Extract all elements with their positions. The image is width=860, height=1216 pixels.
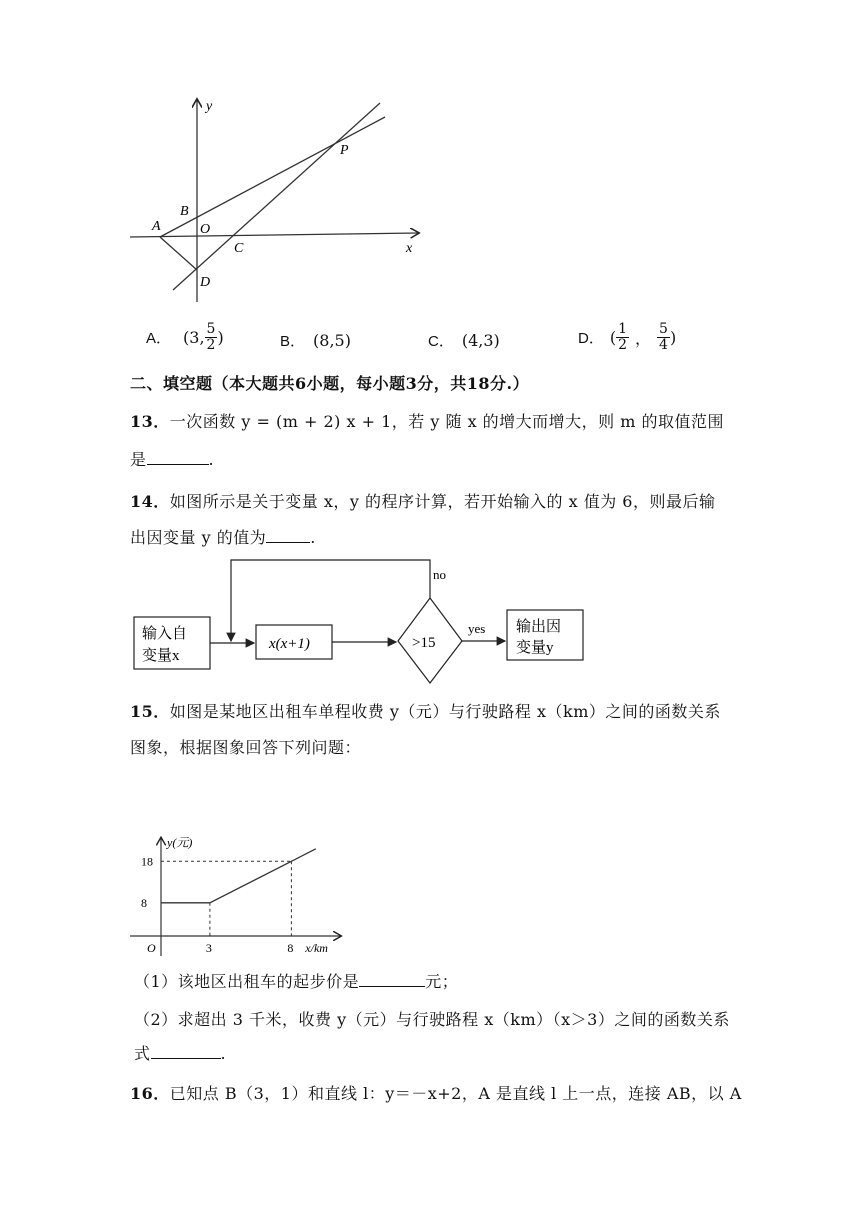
question-14-line1: 14．如图所示是关于变量 x，y 的程序计算，若开始输入的 x 值为 6，则最后输 <box>130 492 716 511</box>
question-16-line1: 16．已知点 B（3，1）和直线 l：y＝－x+2，A 是直线 l 上一点，连接 AB，以 A <box>130 1084 742 1103</box>
question-15-sub2-line1: （2）求超出 3 千米，收费 y（元）与行驶路程 x（km）（x＞3）之间的函数关系 <box>134 1010 730 1029</box>
figure-coordinate-lines <box>120 90 430 310</box>
question-number: 13． <box>130 412 170 431</box>
label-A: A <box>152 219 161 234</box>
y-axis-label: y(元) <box>167 835 193 850</box>
question-13-line1: 13．一次函数 y = (m + 2) x + 1，若 y 随 x 的增大而增大，则 m 的取值范围 <box>130 412 725 431</box>
answer-blank[interactable] <box>147 464 209 465</box>
label-y: y <box>206 99 213 114</box>
answer-blank[interactable] <box>359 986 425 987</box>
segment-AD <box>160 237 197 270</box>
question-15-sub2-line2: 式 . <box>134 1044 227 1063</box>
fraction-5-4: $\frac{5}{4}$ <box>659 321 668 353</box>
question-14-line2: 出因变量 y 的值为 . <box>130 528 316 547</box>
fare-line <box>161 849 316 903</box>
question-number: 16． <box>130 1084 170 1103</box>
question-15-line1: 15．如图是某地区出租车单程收费 y（元）与行驶路程 x（km）之间的函数关系 <box>130 702 721 721</box>
answer-blank[interactable] <box>151 1058 221 1059</box>
label-C: C <box>234 241 244 256</box>
x-axis-label: x/km <box>305 941 328 955</box>
question-15-line2: 图象，根据图象回答下列问题： <box>130 738 362 757</box>
option-b: B． (8,5) <box>280 331 351 350</box>
x-tick-label-0: 3 <box>205 941 212 955</box>
line-DP <box>173 103 380 290</box>
question-number: 15． <box>130 702 170 721</box>
y-tick-label-1: 18 <box>141 854 153 869</box>
output-text-1: 输出因 <box>516 619 562 635</box>
label-P: P <box>340 143 349 158</box>
line-AP <box>160 117 385 237</box>
label-x: x <box>406 241 413 256</box>
label-D: D <box>200 275 211 290</box>
fraction-1-2: $\frac{1}{2}$ <box>618 321 628 353</box>
label-O: O <box>200 222 211 237</box>
x-axis <box>130 233 418 237</box>
question-15-sub1: （1）该地区出租车的起步价是 元； <box>134 972 459 991</box>
option-c: C． (4,3) <box>428 331 500 350</box>
origin-label: O <box>147 941 156 955</box>
condition-text: >15 <box>412 635 436 651</box>
x-tick-label-1: 8 <box>287 941 294 955</box>
yes-label: yes <box>468 621 486 636</box>
fare-chart <box>126 762 366 960</box>
question-13-line2: 是 . <box>130 450 215 469</box>
option-a: A． (3, $\frac{5}{2}$ ) <box>146 321 224 353</box>
flowchart <box>128 556 598 686</box>
fraction-5-2: $\frac{5}{2}$ <box>206 321 216 353</box>
answer-blank[interactable] <box>266 542 310 543</box>
y-tick-label-0: 8 <box>141 895 147 910</box>
option-d: D． ( $\frac{1}{2}$ ， $\frac{5}{4}$ ) <box>578 321 677 353</box>
input-text-1: 输入自 <box>142 626 188 642</box>
process-text: x(x+1) <box>269 636 310 652</box>
output-text-2: 变量y <box>516 640 554 656</box>
input-text-2: 变量x <box>142 648 180 664</box>
question-number: 14． <box>130 492 170 511</box>
no-label: no <box>433 567 446 582</box>
section-heading: 二、填空题（本大题共6小题，每小题3分，共18分.） <box>130 374 530 393</box>
label-B: B <box>180 204 189 219</box>
